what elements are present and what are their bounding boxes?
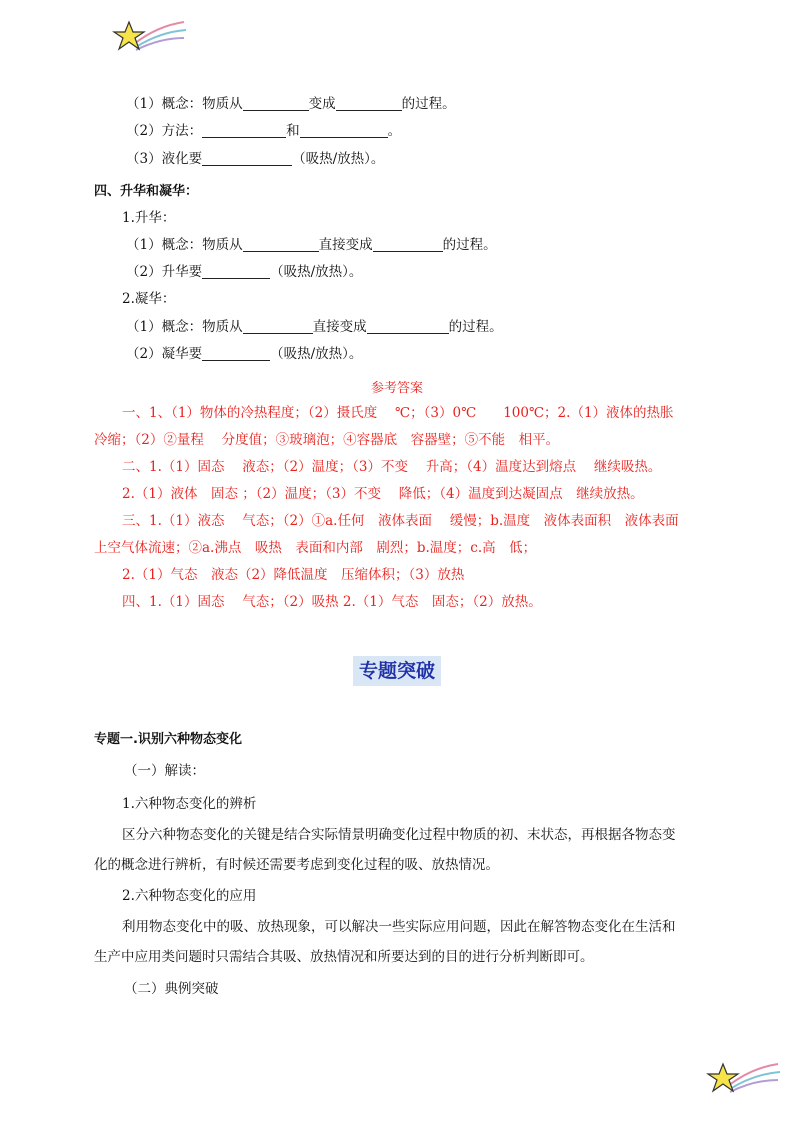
subsection-heading: 2.凝华： — [122, 291, 176, 307]
text: 直接变成 — [318, 237, 373, 253]
paragraph-heading: 2.六种物态变化的应用 — [122, 888, 257, 904]
text: 直接变成 — [312, 319, 367, 335]
text: （吸热/放热）。 — [292, 151, 385, 167]
paragraph-line: 利用物态变化中的吸、放热现象，可以解决一些实际应用问题，因此在解答物态变化在生活和 — [122, 919, 676, 935]
text: （吸热/放热）。 — [270, 264, 363, 280]
answer-blank[interactable] — [202, 123, 286, 138]
text: （2）升华要 — [126, 264, 203, 280]
topic-title: 专题一.识别六种物态变化 — [94, 732, 242, 747]
answer-blank[interactable] — [243, 319, 313, 334]
answer-line: 三、1.（1）液态 气态；（2）①a.任何 液体表面 缓慢；b.温度 液体表面积 液体表面 — [122, 513, 679, 529]
sublimation-concept — [126, 236, 497, 254]
text: 的过程。 — [401, 96, 456, 112]
text: 的过程。 — [448, 319, 503, 335]
answer-blank[interactable] — [202, 151, 292, 166]
subheading: （一）解读： — [124, 763, 205, 779]
text: 的过程。 — [442, 237, 497, 253]
deposition-heat — [126, 345, 362, 363]
shooting-star-icon — [112, 16, 188, 58]
answer-blank[interactable] — [202, 264, 270, 279]
text: （吸热/放热）。 — [270, 346, 363, 362]
answer-blank[interactable] — [243, 96, 309, 111]
text: （2）凝华要 — [126, 346, 203, 362]
answer-line: 2.（1）气态 液态（2）降低温度 压缩体积；（3）放热 — [122, 567, 465, 583]
subheading: （二）典例突破 — [124, 981, 219, 997]
answer-blank[interactable] — [202, 346, 270, 361]
text: （1）概念：物质从 — [126, 96, 243, 112]
section-heading: 四、升华和凝华： — [94, 184, 199, 199]
text: （3）液化要 — [126, 151, 203, 167]
paragraph-line: 生产中应用类问题时只需结合其吸、放热情况和所要达到的目的进行分析判断即可。 — [94, 949, 594, 965]
paragraph-line: 化的概念进行辨析，有时候还需要考虑到变化过程的吸、放热情况。 — [94, 857, 499, 873]
answers-title: 参考答案 — [370, 381, 423, 396]
text: 。 — [387, 123, 402, 139]
text: （1）概念：物质从 — [126, 237, 243, 253]
text: （2）方法： — [126, 123, 203, 139]
answer-line: 冷缩；（2）②量程 分度值；③玻璃泡；④容器底 容器壁；⑤不能 相平。 — [94, 432, 560, 448]
liquefaction-heat — [126, 150, 384, 168]
answer-blank[interactable] — [336, 96, 402, 111]
deposition-concept — [126, 318, 503, 336]
text: 和 — [286, 123, 300, 139]
paragraph-heading: 1.六种物态变化的辨析 — [122, 796, 257, 812]
answer-blank[interactable] — [367, 319, 449, 334]
answer-line: 四、1.（1）固态 气态；（2）吸热 2.（1）气态 固态；（2）放热。 — [122, 594, 542, 610]
liquefaction-method — [126, 122, 401, 140]
shooting-star-icon — [706, 1058, 782, 1100]
text: （1）概念：物质从 — [126, 319, 243, 335]
liquefaction-concept — [126, 95, 456, 113]
answer-line: 一、1、（1）物体的冷热程度；（2）摄氏度 ℃；（3）0℃ 100℃；2.（1）液体的热胀 — [122, 405, 674, 421]
text: 变成 — [308, 96, 336, 112]
section-banner: 专题突破 — [353, 656, 441, 686]
paragraph-line: 区分六种物态变化的关键是结合实际情景明确变化过程中物质的初、末状态，再根据各物态变 — [122, 827, 676, 843]
answer-blank[interactable] — [373, 237, 443, 252]
sublimation-heat — [126, 263, 362, 281]
answer-blank[interactable] — [243, 237, 319, 252]
answer-line: 二、1.（1）固态 液态；（2）温度；（3）不变 升高；（4）温度达到熔点 继续吸热。 — [122, 459, 662, 475]
answer-line: 2.（1）液体 固态 ；（2）温度；（3）不变 降低；（4）温度到达凝固点 继续放热。 — [122, 486, 644, 502]
subsection-heading: 1.升华： — [122, 210, 176, 226]
answer-line: 上空气体流速；②a.沸点 吸热 表面和内部 剧烈；b.温度；c.高 低； — [94, 540, 537, 556]
answer-blank[interactable] — [300, 123, 388, 138]
